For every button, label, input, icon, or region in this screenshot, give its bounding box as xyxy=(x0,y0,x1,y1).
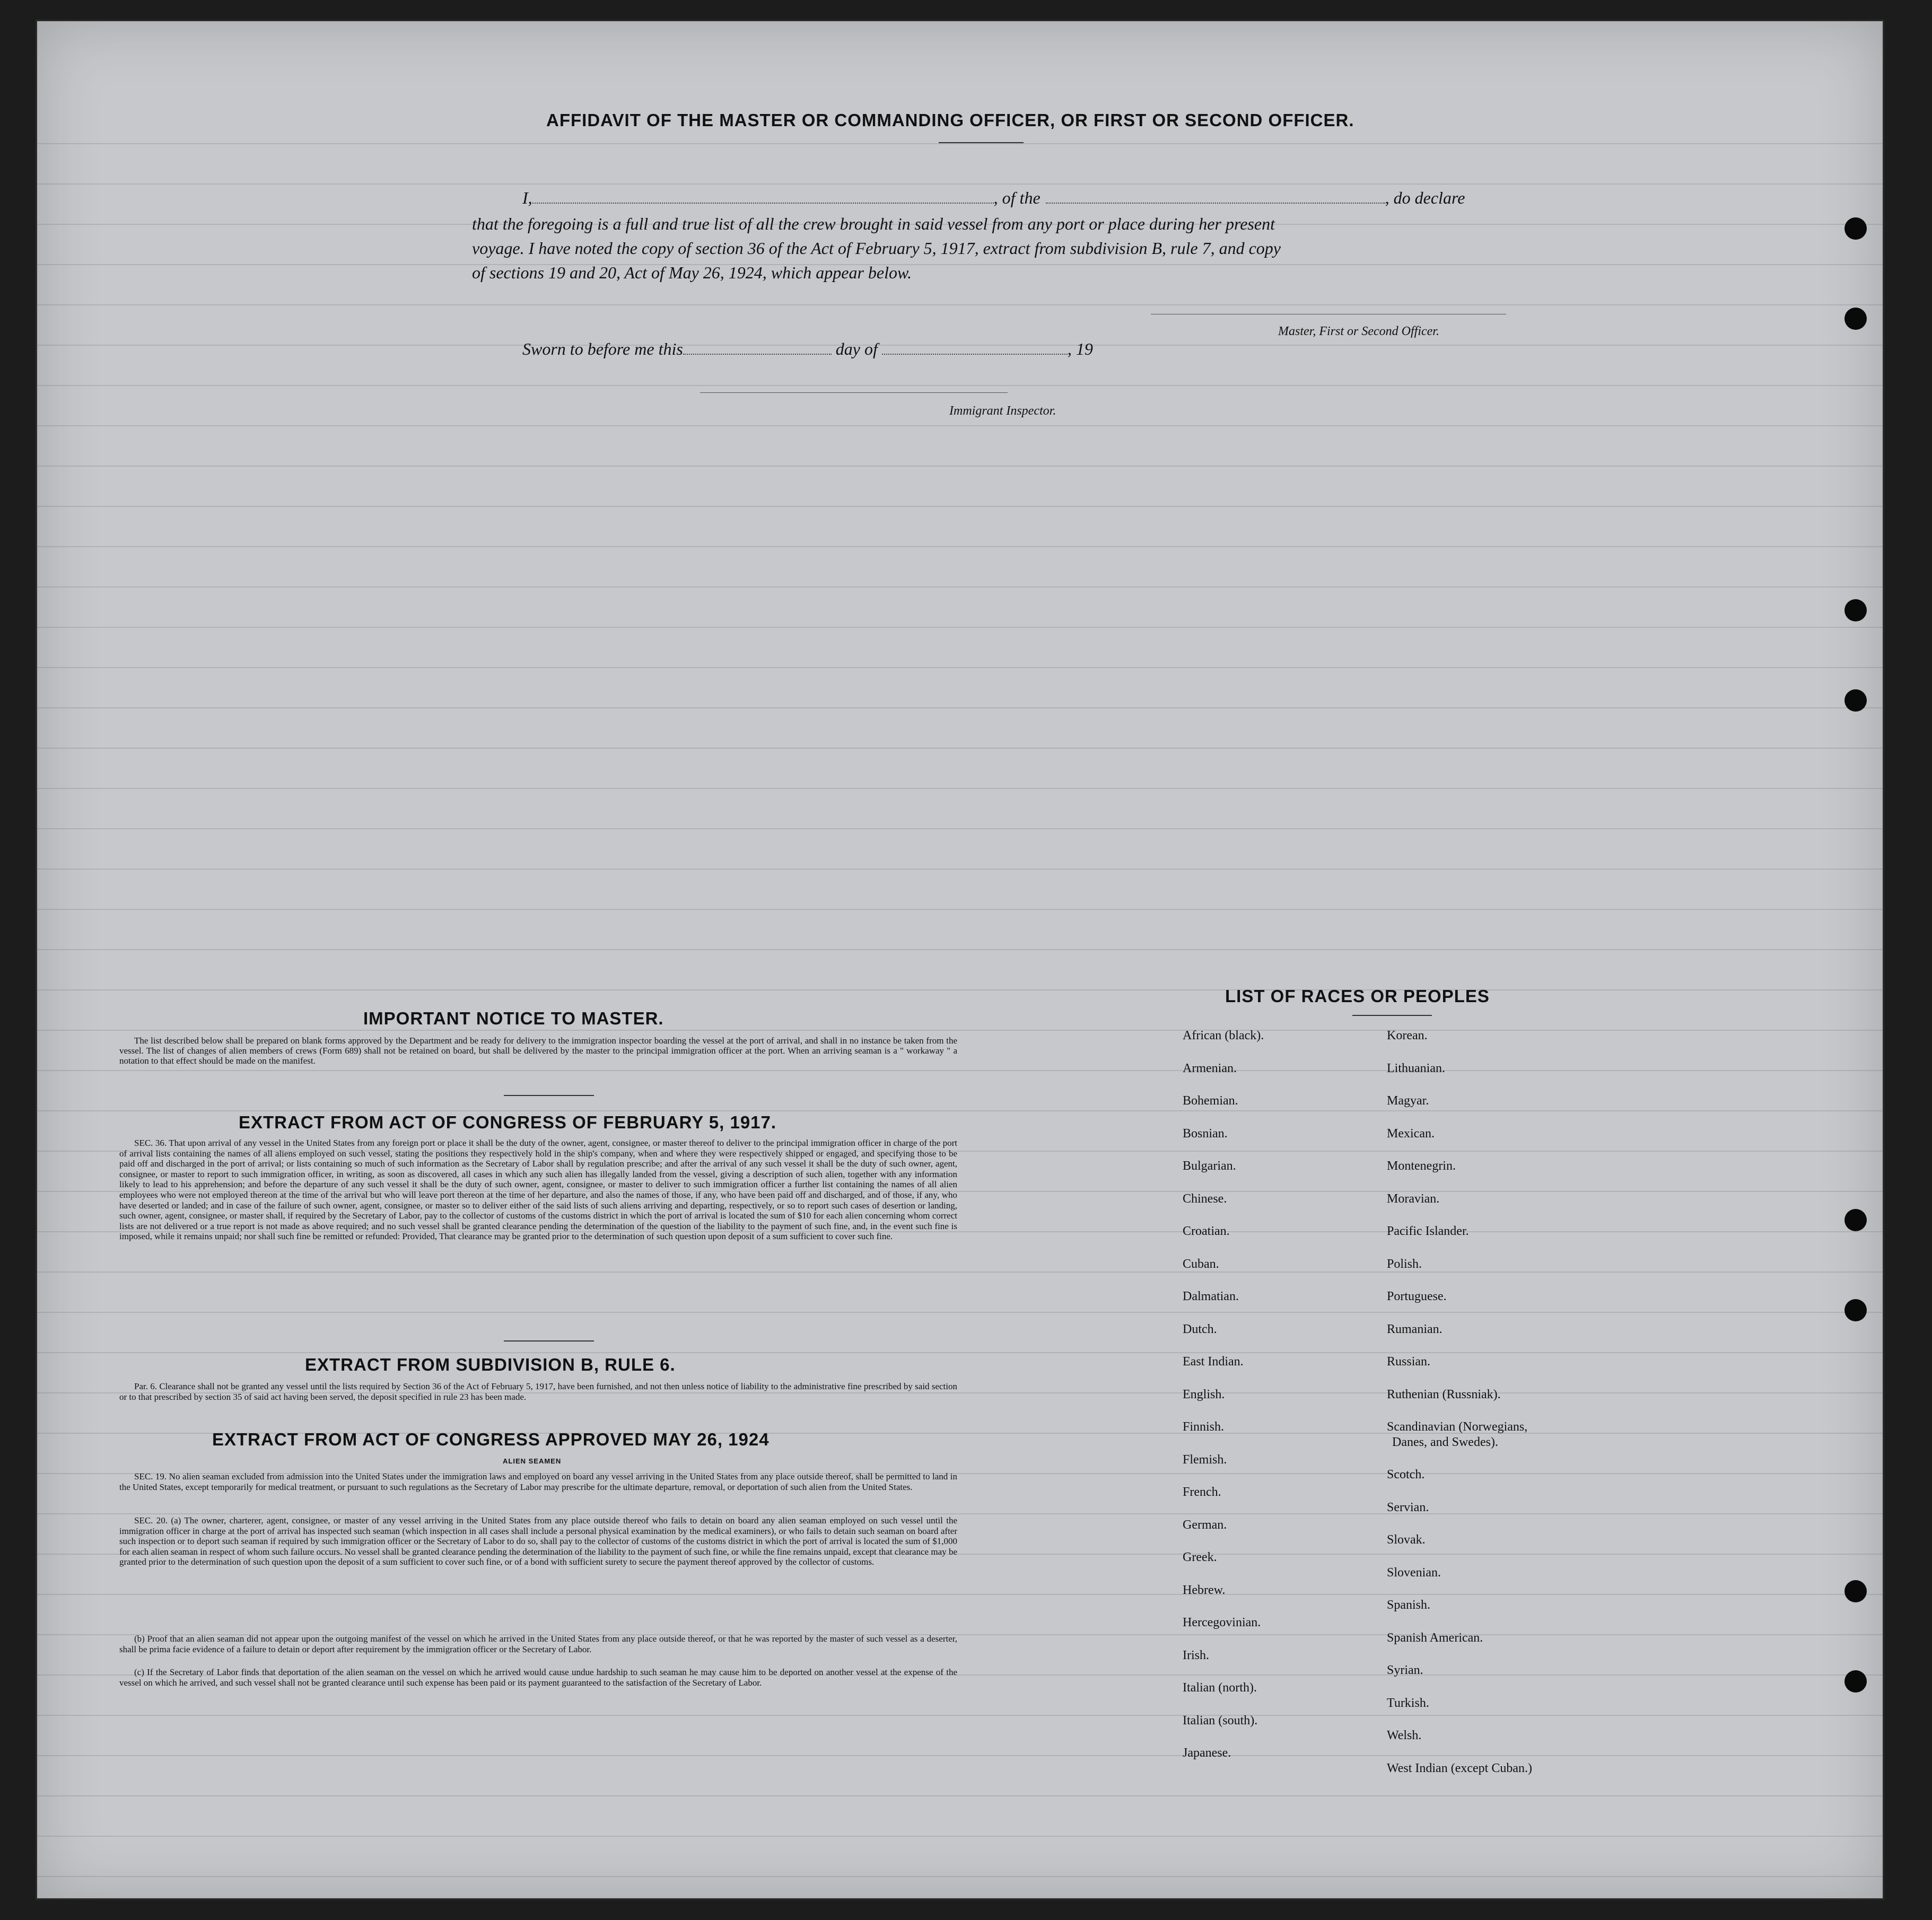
race-item: Irish. xyxy=(1183,1648,1209,1662)
race-item: Polish. xyxy=(1387,1257,1422,1271)
race-item: Scandinavian (Norwegians, xyxy=(1387,1420,1528,1434)
bleed-line xyxy=(37,989,1883,1015)
race-item: Italian (south). xyxy=(1183,1713,1258,1728)
race-item: Bulgarian. xyxy=(1183,1159,1236,1173)
bleed-line xyxy=(37,828,1883,854)
race-item: German. xyxy=(1183,1518,1227,1532)
punch-hole xyxy=(1844,599,1867,621)
title-rule xyxy=(939,142,1024,143)
bleed-line xyxy=(37,546,1883,572)
race-item: Korean. xyxy=(1387,1029,1428,1042)
race-item: Mexican. xyxy=(1387,1126,1435,1141)
race-item: Ruthenian (Russniak). xyxy=(1387,1387,1501,1401)
affidavit-line-1 xyxy=(522,188,1465,208)
race-item: Rumanian. xyxy=(1387,1322,1443,1336)
extract-1917-text: SEC. 36. That upon arrival of any vessel in the United States from any foreign port or place it shall be the duty of the owner, agent, consignee, or master thereof to deliver to the principal immigration officer in charge of the port of arrival lists containing the names of all aliens employed on such vessel, stating the positions they respectively hold in the ship's company, when and where they were respectively shipped or engaged, and specifying those to be paid off and discharged in the port of arrival; or lists containing so much of such information as the Secretary of Labor shall by regulation prescribe; and after the arrival of any such vessel it shall be the duty of such owner, agent, consignee, or master to report to such immigration officer, in writing, as soon as discovered, all cases in which any such alien has illegally landed from the vessel, giving a description of such alien, together with any information likely to lead to his apprehension; and before the departure of any such vessel it shall be the duty of such owner, agent, consignee, or master to deliver to such immigration officer a further list containing the names of all alien employees who were not employed thereon at the time of the arrival but who will leave port thereon at the time of her departure, and also the names of those, if any, who have been paid off and discharged, and of those, if any, who have deserted or landed; and in case of the failure of such owner, agent, consignee, or master so to deliver either of the said lists of such aliens arriving and departing, respectively, or so to report such cases of desertion or landing, such owner, agent, consignee, or master shall, if required by the Secretary of Labor, pay to the collector of customs of the customs district in which the port of arrival is located the sum of $10 for each alien concerning whom correct lists are not delivered or a true report is not made as above required; and no such vessel shall be granted clearance pending the determination of the question of the liability to the payment of such fine, and, in the event such fine is imposed, while it remains unpaid; nor shall such fine be remitted or refunded: Provided, That clearance may be granted prior to the determination of such question upon deposit of a sum sufficient to cover such fine. xyxy=(119,1138,957,1242)
race-item: Bohemian. xyxy=(1183,1094,1238,1108)
race-item: Danes, and Swedes). xyxy=(1392,1435,1498,1449)
race-item: Dalmatian. xyxy=(1183,1290,1239,1303)
punch-hole xyxy=(1844,1299,1867,1321)
bleed-line xyxy=(37,949,1883,975)
race-item: Syrian. xyxy=(1387,1663,1423,1677)
bleed-line xyxy=(37,788,1883,813)
race-item: African (black). xyxy=(1183,1029,1264,1042)
bleed-line xyxy=(37,909,1883,934)
race-item: Slovenian. xyxy=(1387,1565,1441,1580)
month-blank xyxy=(882,341,1068,355)
race-item: English. xyxy=(1183,1387,1225,1401)
race-item: Spanish American. xyxy=(1387,1630,1483,1645)
bleed-line xyxy=(37,466,1883,491)
race-item: Welsh. xyxy=(1387,1729,1422,1742)
race-item: Greek. xyxy=(1183,1550,1217,1564)
race-item: Lithuanian. xyxy=(1387,1061,1445,1075)
subdivision-title: EXTRACT FROM SUBDIVISION B, RULE 6. xyxy=(305,1355,676,1374)
race-item: Turkish. xyxy=(1387,1696,1429,1710)
punch-hole xyxy=(1844,308,1867,330)
master-label: Master, First or Second Officer. xyxy=(1278,325,1439,338)
notice-title: IMPORTANT NOTICE TO MASTER. xyxy=(363,1009,664,1028)
sec20a-text: SEC. 20. (a) The owner, charterer, agent, consignee, or master of any vessel arriving in the United States from any place outside thereof who fails to detain on board any alien seaman employed on such vessel until the immigration officer in charge at the port of arrival has inspected such seaman (which inspection in all cases shall include a personal physical examination by the medical examiners), or who fails to detain such seaman on board after such inspection or to deport such seaman if required by such immigration officer or the Secretary of Labor to do so, shall pay to the collector of customs of the customs district in which the port of arrival is located the sum of $1,000 for each alien seaman in respect of whom such failure occurs. No vessel shall be granted clearance pending the determination of the liability to the payment of such fine, or while the fine remains unpaid, except that clearance may be granted prior to the determination of such question upon the deposit of a sum sufficient to cover such fine, or of a bond with sufficient surety to secure the payment thereof approved by the collector of customs. xyxy=(119,1515,957,1567)
extract-1917-title: EXTRACT FROM ACT OF CONGRESS OF FEBRUARY 5, 1917. xyxy=(239,1112,777,1132)
day-of-text: day of xyxy=(835,339,878,358)
punch-hole xyxy=(1844,689,1867,712)
inspector-label: Immigrant Inspector. xyxy=(949,404,1056,418)
affidavit-title: AFFIDAVIT OF THE MASTER OR COMMANDING OFFICER, OR FIRST OR SECOND OFFICER. xyxy=(546,110,1354,130)
bleed-line xyxy=(37,667,1883,692)
bleed-line xyxy=(37,748,1883,773)
race-item: Moravian. xyxy=(1387,1191,1440,1206)
race-item: East Indian. xyxy=(1183,1355,1244,1369)
bleed-line xyxy=(37,1070,1883,1095)
bleed-line xyxy=(37,1876,1883,1901)
notice-text: The list described below shall be prepared on blank forms approved by the Department and be ready for delivery to the immigration inspector boarding the vessel at the port of arrival, and shall in no instance be taken from the vessel. The list of changes of alien members of crews (Form 689) shall not be retained on board, but shall be delivered by the master to the principal immigration officer at the port. When an arriving seaman is a " workaway " a notation to that effect should be made on the manifest. xyxy=(119,1036,957,1066)
race-item: Russian. xyxy=(1387,1355,1431,1369)
bleed-line xyxy=(37,1312,1883,1337)
affidavit-of-the: , of the xyxy=(993,188,1041,207)
bleed-line xyxy=(37,1594,1883,1619)
bleed-line xyxy=(37,304,1883,330)
race-item: Spanish. xyxy=(1387,1598,1431,1612)
races-title: LIST OF RACES OR PEOPLES xyxy=(1225,986,1490,1006)
race-item: French. xyxy=(1183,1485,1221,1499)
extract-1924-subtitle: ALIEN SEAMEN xyxy=(503,1457,562,1465)
affidavit-declare: , do declare xyxy=(1385,188,1465,207)
race-item: Slovak. xyxy=(1387,1533,1426,1547)
race-item: Magyar. xyxy=(1387,1094,1429,1108)
race-item: Finnish. xyxy=(1183,1420,1225,1434)
bleed-line xyxy=(37,425,1883,451)
name-blank xyxy=(532,190,994,204)
race-item: Italian (north). xyxy=(1183,1681,1257,1695)
bleed-line xyxy=(37,506,1883,531)
race-item: Cuban. xyxy=(1183,1257,1219,1271)
punch-hole xyxy=(1844,1580,1867,1602)
bleed-line xyxy=(37,707,1883,733)
sworn-day-blank xyxy=(683,341,832,355)
race-item: Hercegovinian. xyxy=(1183,1616,1261,1629)
bleed-line xyxy=(37,1755,1883,1781)
bleed-line xyxy=(37,1272,1883,1297)
affidavit-line-4: of sections 19 and 20, Act of May 26, 1924, which appear below. xyxy=(472,263,912,282)
vessel-blank xyxy=(1046,190,1385,204)
document-page xyxy=(37,21,1883,1898)
bleed-line xyxy=(37,627,1883,652)
inspector-signature-line xyxy=(700,392,1008,393)
race-item: Hebrew. xyxy=(1183,1583,1226,1597)
bleed-line xyxy=(37,586,1883,612)
extract-1917-rule xyxy=(504,1340,594,1342)
bleed-line xyxy=(37,264,1883,290)
race-item: Scotch. xyxy=(1387,1468,1425,1481)
sec20b-text: (b) Proof that an alien seaman did not appear upon the outgoing manifest of the vessel on which he arrived in the United States from any place outside thereof, or that he was reported by the master of such vessel as a deserter, shall be prima facie evidence of a failure to detain or deport after requirement by the immigration officer or the Secretary of Labor. xyxy=(119,1634,957,1654)
sworn-text: Sworn to before me this xyxy=(522,339,683,358)
race-item: Pacific Islander. xyxy=(1387,1224,1469,1238)
race-item: Portuguese. xyxy=(1387,1290,1447,1303)
race-item: Japanese. xyxy=(1183,1746,1231,1760)
punch-hole xyxy=(1844,1209,1867,1231)
race-item: Bosnian. xyxy=(1183,1126,1228,1141)
race-item: West Indian (except Cuban.) xyxy=(1387,1761,1532,1775)
bleed-line xyxy=(37,1836,1883,1861)
notice-rule xyxy=(504,1095,594,1096)
race-item: Flemish. xyxy=(1183,1452,1227,1467)
punch-hole xyxy=(1844,217,1867,240)
bleed-line xyxy=(37,1715,1883,1740)
affidavit-line-2: that the foregoing is a full and true list of all the crew brought in said vessel from any port or place during her present xyxy=(472,214,1275,233)
race-item: Dutch. xyxy=(1183,1322,1217,1336)
subdivision-text: Par. 6. Clearance shall not be granted any vessel until the lists required by Section 36 of the Act of February 5, 1917, have been furnished, and not then unless notice of liability to the administrative fine prescribed by said section or to that prescribed by section 35 of said act having been served, the deposit specified in rule 23 has been made. xyxy=(119,1381,957,1402)
sworn-line xyxy=(522,339,1093,359)
punch-hole xyxy=(1844,1670,1867,1693)
race-item: Servian. xyxy=(1387,1500,1429,1514)
race-item: Chinese. xyxy=(1183,1191,1227,1206)
bleed-line xyxy=(37,143,1883,169)
affidavit-line-3: voyage. I have noted the copy of section 36 of the Act of February 5, 1917, extract from subdivision B, rule 7, and copy xyxy=(472,239,1281,258)
bleed-line xyxy=(37,869,1883,894)
race-item: Armenian. xyxy=(1183,1061,1237,1075)
sec19-text: SEC. 19. No alien seaman excluded from admission into the United States under the immigration laws and employed on board any vessel arriving in the United States from any place outside thereof, shall be permitted to land in the United States, except temporarily for medical treatment, or pursuant to such regulations as the Secretary of Labor may prescribe for the ultimate departure, removal, or deportation of such alien from the United States. xyxy=(119,1471,957,1492)
affidavit-i: I, xyxy=(522,188,532,207)
year-text: , 19 xyxy=(1067,339,1093,358)
races-rule xyxy=(1352,1015,1432,1016)
race-item: Montenegrin. xyxy=(1387,1159,1456,1173)
extract-1924-title: EXTRACT FROM ACT OF CONGRESS APPROVED MAY 26, 1924 xyxy=(212,1430,770,1449)
bleed-line xyxy=(37,1795,1883,1821)
sec20c-text: (c) If the Secretary of Labor finds that deportation of the alien seaman on the vessel on which he arrived would cause undue hardship to such seaman he may cause him to be deported on another vessel at the expense of the vessel on which he arrived, and such vessel shall not be granted clearance until such expense has been paid or its payment guaranteed to the satisfaction of the Secretary of Labor. xyxy=(119,1667,957,1688)
race-item: Croatian. xyxy=(1183,1224,1230,1238)
